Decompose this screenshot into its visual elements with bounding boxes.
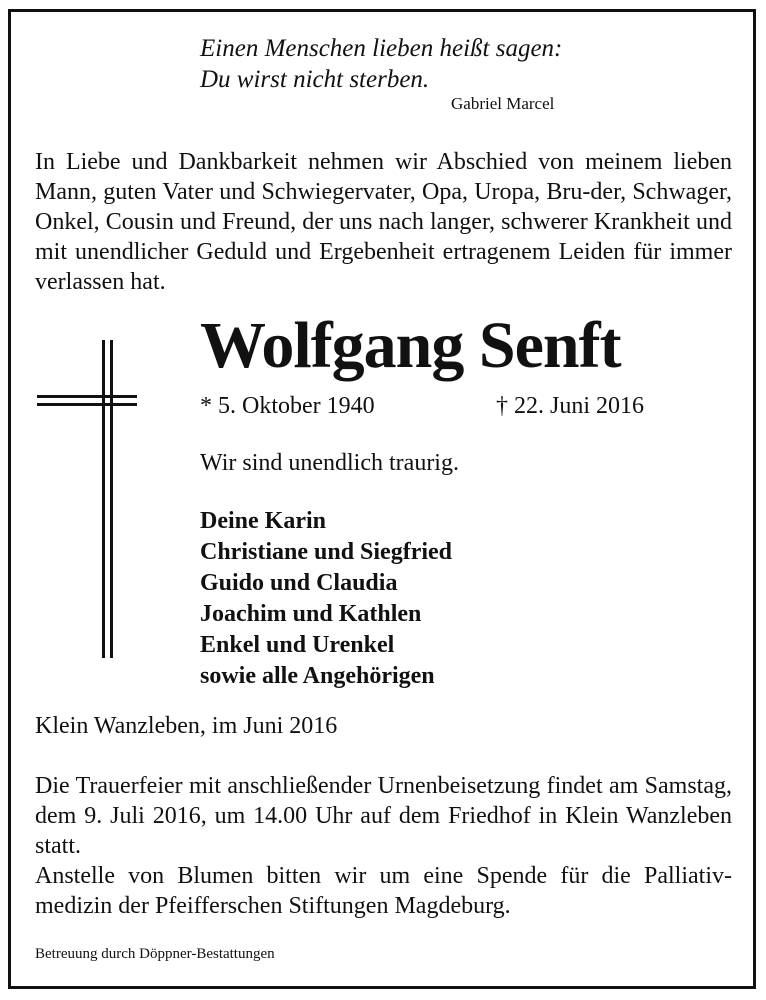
- quote-line-1: Einen Menschen lieben heißt sagen:: [200, 35, 563, 62]
- deceased-name: Wolfgang Senft: [200, 309, 621, 382]
- cross-icon: [37, 340, 137, 660]
- funeral-paragraph: Die Trauerfeier mit anschließender Urnenbeisetzung findet am Samstag, dem 9. Juli 2016, um 14.00 Uhr auf dem Friedhof in Klein Wanzleben statt.: [35, 773, 732, 859]
- birth-date: * 5. Oktober 1940: [200, 393, 375, 419]
- quote-block: [200, 33, 562, 95]
- intro-paragraph: In Liebe und Dankbarkeit nehmen wir Abschied von meinem lieben Mann, guten Vater und Schwiegervater, Opa, Uropa, Bru-der, Schwager, Onkel, Cousin und Freund, der uns nach langer, schwerer Krankheit und mit unendlicher Geduld und Ergebenheit ertragenem Leiden für immer verlassen hat.: [35, 149, 732, 295]
- donation-paragraph: Anstelle von Blumen bitten wir um eine Spende für die Palliativ-medizin der Pfeifferschen Stiftungen Magdeburg.: [35, 863, 732, 919]
- family-member: Deine Karin: [200, 508, 326, 534]
- family-member: sowie alle Angehörigen: [200, 663, 435, 689]
- quote-author: Gabriel Marcel: [451, 94, 555, 113]
- place-date: Klein Wanzleben, im Juni 2016: [35, 713, 338, 739]
- family-list: [200, 506, 452, 692]
- quote-line-2: Du wirst nicht sterben.: [200, 66, 430, 93]
- family-member: Enkel und Urenkel: [200, 632, 395, 658]
- death-date: † 22. Juni 2016: [496, 393, 645, 419]
- mourning-line: Wir sind unendlich traurig.: [200, 450, 459, 476]
- family-member: Joachim und Kathlen: [200, 601, 422, 627]
- undertaker-credit: Betreuung durch Döppner-Bestattungen: [35, 946, 275, 962]
- family-member: Christiane und Siegfried: [200, 539, 453, 565]
- family-member: Guido und Claudia: [200, 570, 398, 596]
